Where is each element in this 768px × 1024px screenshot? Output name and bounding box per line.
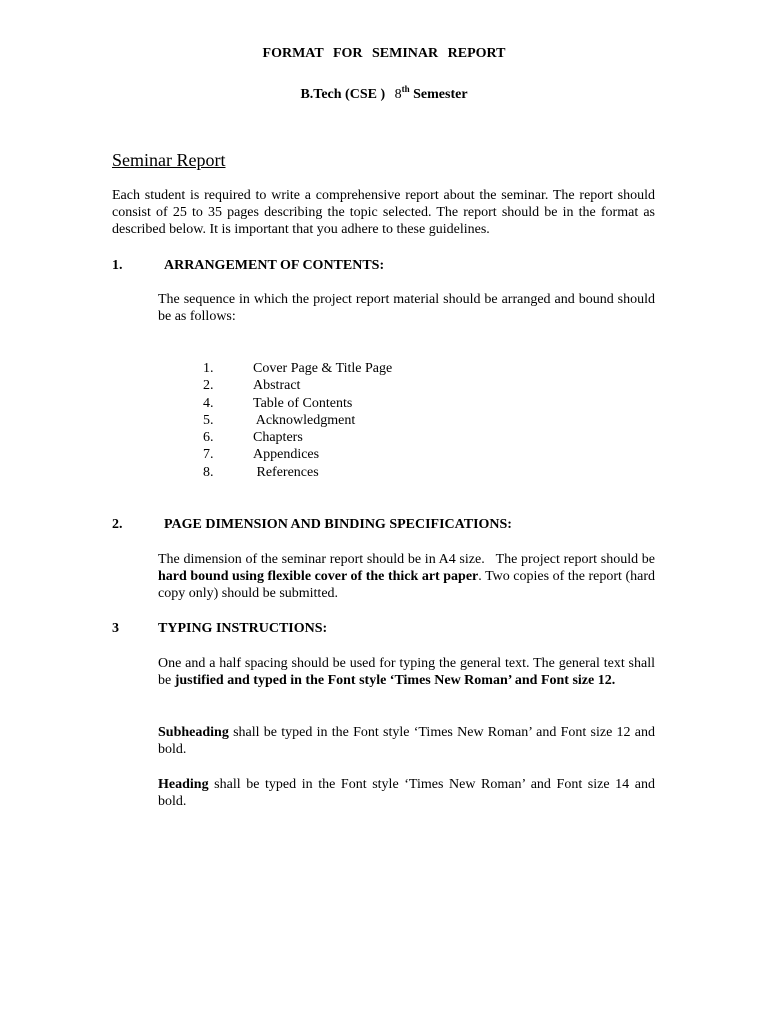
section-2-number: 2. — [112, 517, 123, 532]
list-item-label: Abstract — [253, 378, 301, 394]
list-item-number: 7. — [203, 447, 214, 463]
semester-label: Semester — [413, 87, 468, 102]
list-item — [203, 412, 392, 429]
list-item-label: Acknowledgment — [253, 412, 356, 428]
section-2-text-bold: hard bound using flexible cover of the thick art paper — [158, 569, 479, 584]
section-3-paragraph — [158, 655, 655, 689]
list-item-label: References — [253, 464, 319, 480]
section-2-title: PAGE DIMENSION AND BINDING SPECIFICATIONS: — [164, 517, 512, 532]
list-item — [203, 464, 392, 481]
section-2-text-a: The dimension of the seminar report should be in A4 size. The project report should be — [158, 552, 659, 567]
document-title: FORMAT FOR SEMINAR REPORT — [262, 46, 506, 61]
list-item-label: Chapters — [253, 430, 303, 446]
section-3-title: TYPING INSTRUCTIONS: — [158, 621, 328, 636]
main-heading: Seminar Report — [112, 150, 226, 170]
list-item — [203, 360, 392, 377]
list-item-label: Cover Page & Title Page — [253, 361, 393, 376]
heading-text: shall be typed in the Font style ‘Times New Roman’ and Font size 14 and bold. — [158, 777, 655, 809]
list-item-number: 8. — [203, 464, 214, 480]
list-item — [203, 395, 392, 412]
subheading-text: shall be typed in the Font style ‘Times New Roman’ and Font size 12 and bold. — [158, 725, 655, 757]
section-3-text-a: One and a half spacing should be used for typing the general text. The general text shall be — [158, 656, 655, 688]
program-label: B.Tech (CSE ) — [300, 87, 386, 102]
section-1-paragraph: The sequence in which the project report material should be arranged and bound should be as follows: — [158, 292, 655, 324]
list-item — [203, 429, 392, 446]
semester-number: 8 — [394, 87, 402, 102]
list-item — [203, 446, 392, 463]
intro-paragraph: Each student is required to write a comprehensive report about the seminar. The report should consist of 25 to 35 pages describing the topic selected. The report should be in the format as described below. It is important that you adhere to these guidelines. — [112, 188, 655, 237]
list-item-number: 5. — [203, 412, 214, 428]
list-item-number: 1. — [203, 361, 214, 376]
section-3-number: 3 — [112, 621, 119, 636]
list-item-number: 2. — [203, 378, 214, 394]
list-item-number: 6. — [203, 430, 214, 446]
section-2-paragraph — [158, 551, 659, 602]
section-3-text-bold: justified and typed in the Font style ‘Times New Roman’ and Font size 12. — [174, 673, 616, 688]
section-1-number: 1. — [112, 258, 123, 273]
section-2-text-b: . Two copies of the report (hard copy only) should be submitted. — [158, 569, 655, 601]
subheading-paragraph — [158, 724, 655, 758]
list-item-label: Appendices — [253, 447, 320, 463]
section-1-title: ARRANGEMENT OF CONTENTS: — [164, 258, 385, 273]
document-subtitle — [0, 81, 768, 103]
contents-list — [203, 360, 392, 481]
heading-paragraph — [158, 776, 655, 810]
semester-suffix: th — [401, 84, 410, 94]
list-item — [203, 377, 392, 394]
subheading-bold: Subheading — [158, 725, 229, 740]
list-item-number: 4. — [203, 395, 214, 411]
heading-bold: Heading — [158, 777, 209, 792]
list-item-label: Table of Contents — [253, 395, 353, 411]
